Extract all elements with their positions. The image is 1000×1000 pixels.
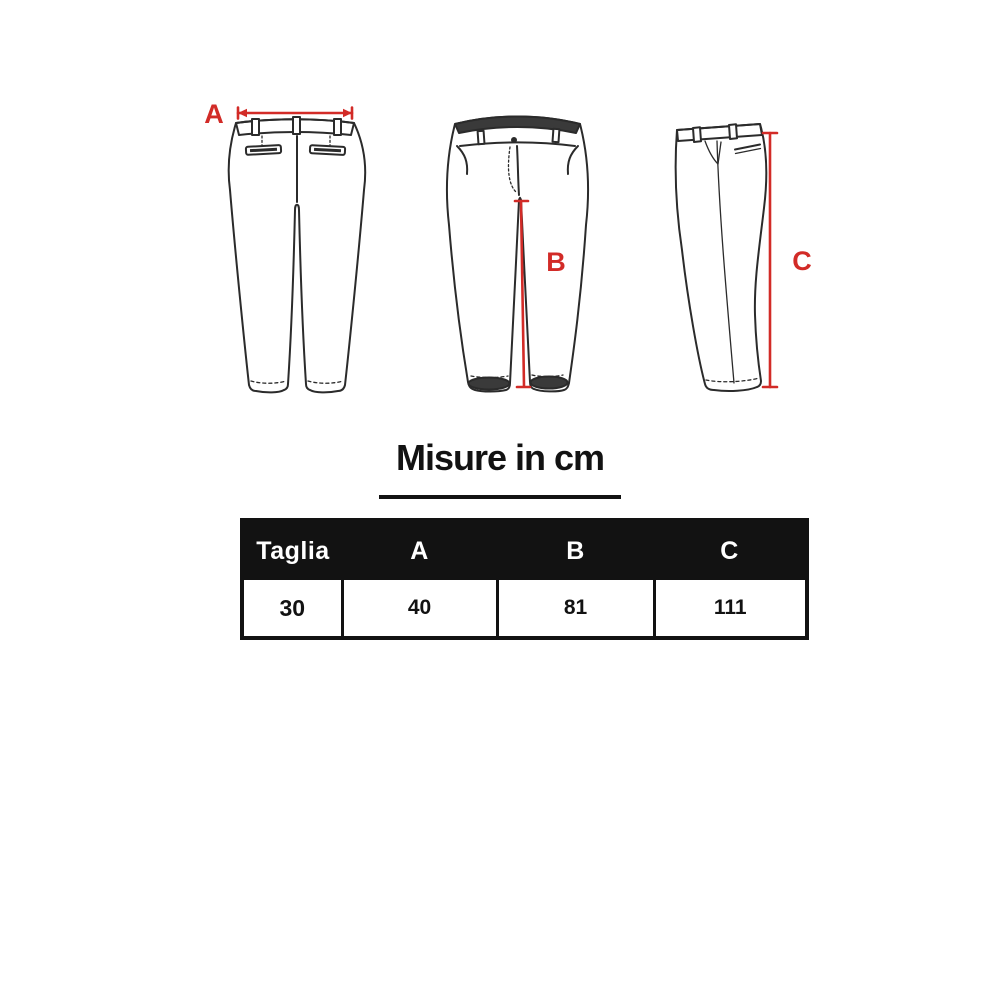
title-underline: [379, 495, 621, 499]
measure-label-b: B: [546, 247, 566, 277]
size-table-cell-taglia: 30: [279, 594, 306, 621]
measure-label-a: A: [204, 99, 224, 129]
back-pocket-left: [246, 145, 281, 155]
size-table-data-row: [242, 580, 807, 638]
size-table-cell-a: 40: [342, 580, 497, 638]
pants-back-view-drawing: [200, 98, 370, 403]
pants-front-view-drawing: [440, 100, 600, 400]
pants-side-view-drawing: [660, 100, 825, 400]
size-table-header-taglia: Taglia: [242, 520, 342, 580]
size-table-header-row: [242, 520, 807, 580]
size-table-header-a: A: [342, 520, 497, 580]
size-table-cell-c: 111: [654, 580, 807, 638]
size-table-header-c: C: [654, 520, 807, 580]
measure-label-c: C: [792, 246, 812, 276]
size-table-header-b: B: [497, 520, 654, 580]
size-table-cell-b: 81: [497, 580, 654, 638]
waist-button: [511, 137, 517, 143]
size-table: [240, 518, 809, 640]
pants-side-body: [676, 124, 767, 391]
page-title: Misure in cm: [395, 437, 605, 478]
back-pocket-right: [310, 145, 345, 155]
